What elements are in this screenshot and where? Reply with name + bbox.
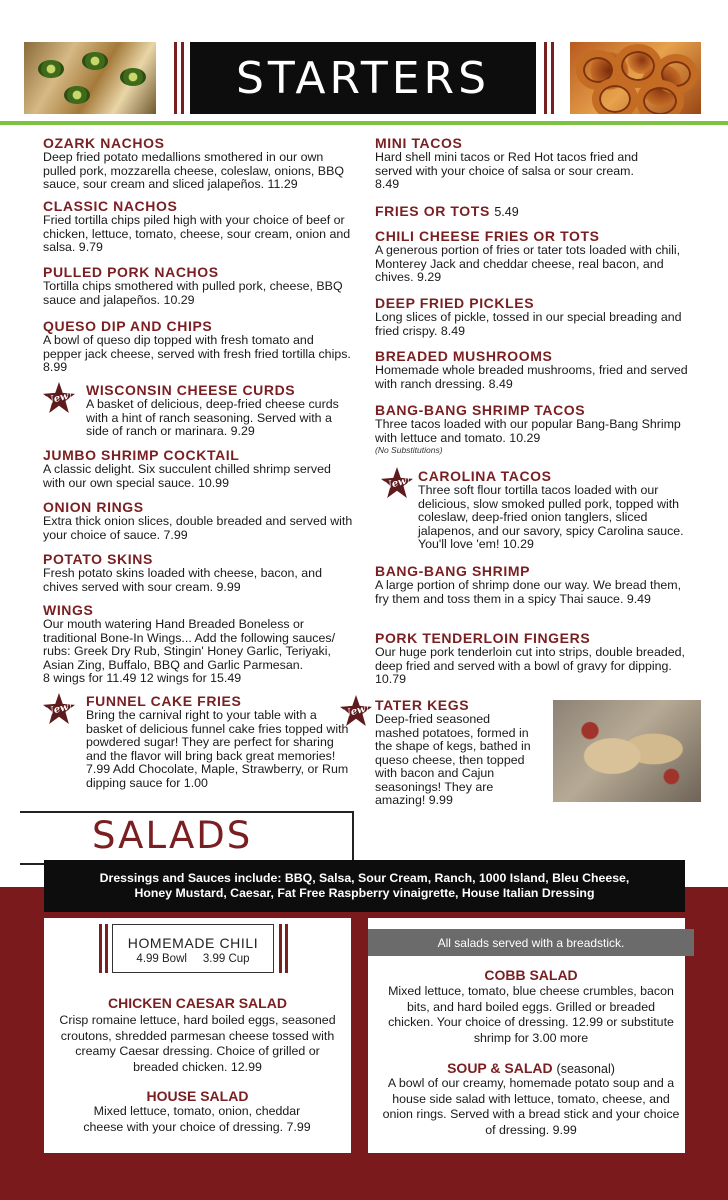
item-description: A bowl of queso dip topped with fresh tomato and pepper jack cheese, served with fresh fried tortilla chips. 8.99 [43,333,351,374]
breadstick-note: All salads served with a breadstick. [368,929,694,956]
header-divider [181,42,184,114]
item-description: Long slices of pickle, tossed in our special breading and fried crispy. 8.49 [375,310,682,338]
item-name: BREADED MUSHROOMS [375,348,553,364]
header-divider [544,42,547,114]
onion-rings-photo [570,42,701,114]
salad-name: COBB SALAD [484,967,578,983]
header-divider [174,42,177,114]
item-description: Deep fried potato medallions smothered in our own pulled pork, mozzarella cheese, coleslaw, onions, BBQ sauce, sour cream and sliced jalapeños. 11.29 [43,150,344,191]
salad-description: Mixed lettuce, tomato, blue cheese crumbles, bacon bits, and hard boiled eggs. Grilled or breaded chicken. Your choice of dressing. 12.99 or substitute shrimp for 3.00 more [388,984,674,1045]
item-description: Hard shell mini tacos or Red Hot tacos fried and served with your choice of salsa or sour cream. 8.49 [375,150,639,191]
chili-name: HOMEMADE CHILI [127,935,259,951]
menu-item [86,694,354,790]
menu-item [43,319,353,375]
item-name: CAROLINA TACOS [418,468,552,484]
new-badge-icon: New! [339,695,373,729]
item-description: Our huge pork tenderloin cut into strips, double breaded, deep fried and served with a bowl of gravy for dipping. 10.79 [375,645,685,686]
chili-prices: 4.99 Bowl 3.99 Cup [136,953,250,965]
menu-item [43,448,353,490]
chili-divider [279,924,282,973]
menu-item [375,296,695,338]
menu-item [375,564,695,606]
item-name: JUMBO SHRIMP COCKTAIL [43,447,240,463]
item-description: Three soft flour tortilla tacos loaded with our delicious, slow smoked pulled pork, topped with coleslaw, deep-fried onion tanglers, sliced jalapenos, and our savory, spicy Carolina sauce. You'll love 'em! 10.29 [418,483,684,551]
item-name: BANG-BANG SHRIMP TACOS [375,402,586,418]
item-description: Deep-fried seasoned mashed potatoes, formed in the shape of kegs, bathed in queso cheese, then topped with bacon and Cajun seasonings! They are amazing! 9.99 [375,712,531,807]
item-name: WINGS [43,602,94,618]
dressings-line: Honey Mustard, Caesar, Fat Free Raspberry vinaigrette, House Italian Dressing [134,886,595,900]
menu-item [43,136,353,192]
new-badge-icon: New! [380,467,414,501]
new-badge-icon: New! [42,693,76,727]
item-note: (No Substitutions) [375,445,443,455]
item-description: Fresh potato skins loaded with cheese, bacon, and chives served with sour cream. 9.99 [43,566,322,594]
item-description: Our mouth watering Hand Breaded Boneless or traditional Bone-In Wings... Add the following sauces/ rubs: Greek Dry Rub, Stingin' Honey Garlic, Teriyaki, Asian Zing, Buffalo, BBQ and Garlic Parmesan. [43,617,336,672]
item-description: A basket of delicious, deep-fried cheese curds with a hint of ranch seasoning. Served with a side of ranch or marinara. 9.29 [86,397,339,438]
menu-item [375,203,695,221]
green-divider [0,121,728,125]
salad-description: Mixed lettuce, tomato, onion, cheddar cheese with your choice of dressing. 7.99 [83,1104,311,1134]
item-description: A generous portion of fries or tater tots loaded with chili, Monterey Jack and cheddar cheese, real bacon, and chives. 9.29 [375,243,681,284]
salad-description: Crisp romaine lettuce, hard boiled eggs, seasoned croutons, shredded parmesan cheese tossed with creamy Caesar dressing. Choice of grilled or breaded chicken. 12.99 [59,1013,336,1074]
menu-item [86,383,354,439]
chili-divider [285,924,288,973]
menu-item [375,631,695,687]
item-name: TATER KEGS [375,697,470,713]
item-name: DEEP FRIED PICKLES [375,295,535,311]
item-description: Fried tortilla chips piled high with your choice of beef or chicken, lettuce, tomato, cheese, sour cream, onion and salsa. 9.79 [43,213,351,254]
menu-item [43,603,353,686]
item-name: BANG-BANG SHRIMP [375,563,531,579]
item-name: MINI TACOS [375,135,463,151]
dressings-bar [44,860,685,912]
salad-name-text: SOUP & SALAD [447,1060,553,1076]
item-description: A large portion of shrimp done our way. We bread them, fry them and toss them in a spicy Thai sauce. 9.49 [375,578,682,606]
item-name: FUNNEL CAKE FRIES [86,693,242,709]
salads-title: SALADS [92,814,253,857]
page-title: STARTERS [235,52,491,104]
item-name: QUESO DIP AND CHIPS [43,318,213,334]
item-description: Bring the carnival right to your table with a basket of delicious funnel cake fries topped with powdered sugar! They are perfect for sharing and the flavor will bring back great memories! 7.99 Add Chocolate, Maple, Strawberry, or Rum dipping sauce for 1.00 [86,708,349,790]
menu-item [43,552,353,594]
dressings-line: Dressings and Sauces include: BBQ, Salsa, Sour Cream, Ranch, 1000 Island, Bleu Cheese, [99,871,630,885]
menu-item [418,469,694,552]
menu-item [375,403,695,455]
menu-item [43,265,353,307]
item-price: 5.49 [494,205,519,219]
item-name: CLASSIC NACHOS [43,198,178,214]
item-description: Tortilla chips smothered with pulled pork, cheese, BBQ sauce and jalapeños. 10.29 [43,279,343,307]
item-name: POTATO SKINS [43,551,153,567]
item-name: OZARK NACHOS [43,135,165,151]
header-divider [551,42,554,114]
starters-title-bar [190,42,536,114]
menu-item [43,199,353,255]
item-description: Extra thick onion slices, double breaded and served with your choice of sauce. 7.99 [43,514,353,542]
menu-item [375,698,545,808]
tater-kegs-photo [553,700,701,802]
item-description: Three tacos loaded with our popular Bang-Bang Shrimp with lettuce and tomato. 10.29 [375,417,681,445]
item-price-options: 8 wings for 11.49 12 wings for 15.49 [43,671,242,685]
menu-item [375,136,660,192]
item-name: PORK TENDERLOIN FINGERS [375,630,591,646]
chili-divider [105,924,108,973]
menu-item [43,500,353,542]
item-name: ONION RINGS [43,499,144,515]
salad-seasonal-note: (seasonal) [556,1062,615,1076]
menu-item [375,349,695,391]
chili-divider [99,924,102,973]
salad-name: HOUSE SALAD [146,1088,249,1104]
salad-name [368,1060,694,1076]
salad-description: A bowl of our creamy, homemade potato soup and a house side salad with lettuce, tomato, cheese, and onion rings. Served with a bread stick and your choice of dressing. 9.99 [382,1076,680,1137]
menu-item [375,229,695,285]
new-badge-icon: New! [42,382,76,416]
item-name: FRIES OR TOTS [375,203,490,219]
item-name: CHILI CHEESE FRIES OR TOTS [375,228,600,244]
nachos-photo [24,42,156,114]
salad-name: CHICKEN CAESAR SALAD [108,995,287,1011]
item-description: Homemade whole breaded mushrooms, fried and served with ranch dressing. 8.49 [375,363,688,391]
item-name: PULLED PORK NACHOS [43,264,219,280]
item-description: A classic delight. Six succulent chilled shrimp served with our own special sauce. 10.99 [43,462,331,490]
item-name: WISCONSIN CHEESE CURDS [86,382,296,398]
